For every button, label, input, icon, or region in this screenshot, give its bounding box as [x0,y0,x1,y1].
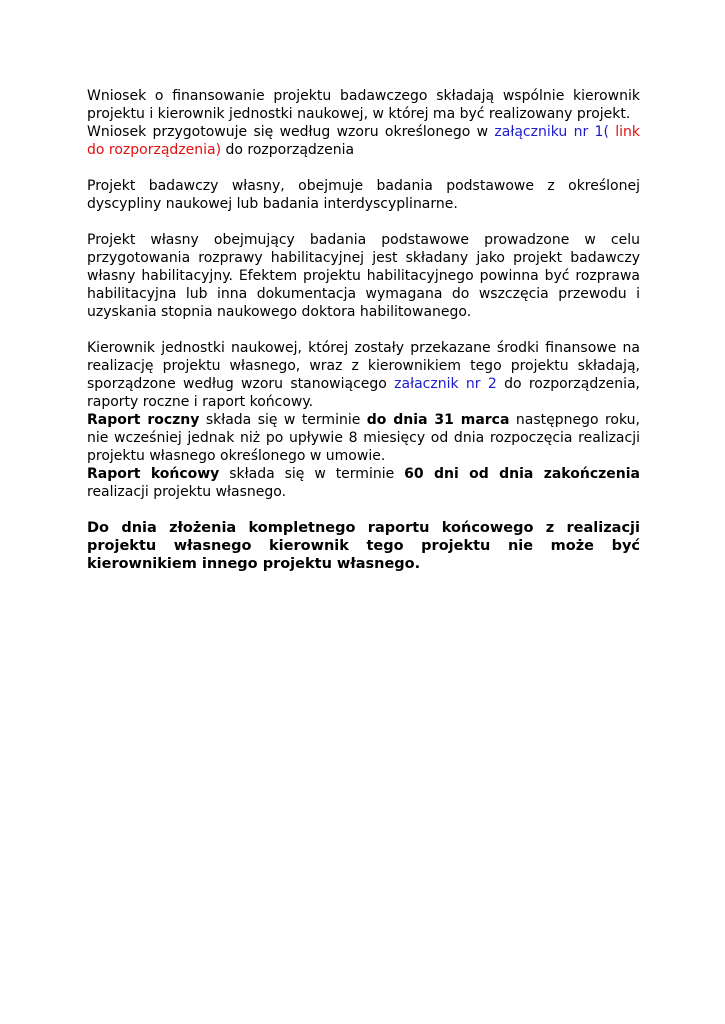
paragraph-final-condition [87,519,640,573]
annual-report-text-2: następnego roku, nie wcześniej jednak niż po upływie 8 miesięcy od dnia rozpoczęcia realizacji projektu własnego określonego w umowie. [87,412,640,464]
paragraph-habilitation-project [87,231,640,321]
paragraph-reports [87,339,640,411]
final-report-deadline: 60 dni od dnia zakończenia [404,466,640,482]
paragraph-annual-report [87,411,640,465]
regulation-link[interactable]: link do rozporządzenia) [87,124,641,158]
attachment-1-link[interactable]: załączniku nr 1( [494,124,609,140]
final-report-text-2: realizacji projektu własnego. [87,484,287,500]
paragraph-application-submission [87,87,640,159]
reports-intro-end: do rozporządzenia, raporty roczne i raport końcowy. [87,376,640,410]
document-body [87,87,640,573]
own-research-project-text: Projekt badawczy własny, obejmuje badania podstawowe z określonej dyscypliny naukowej lub badania interdyscyplinarne. [87,178,640,212]
habilitation-project-text: Projekt własny obejmujący badania podstawowe prowadzone w celu przygotowania rozprawy habilitacyjnej jest składany jako projekt badawczy własny habilitacyjny. Efektem projektu habilitacyjnego powinna być rozprawa habilitacyjna lub inna dokumentacja wymagana do wszczęcia przewodu i uzyskania stopnia naukowego doktora habilitowanego. [87,232,640,320]
paragraph-final-report [87,465,640,501]
application-preparation-text: Wniosek przygotowuje się według wzoru określonego w [87,124,495,140]
application-submission-text: Wniosek o finansowanie projektu badawczego składają wspólnie kierownik projektu i kierownik jednostki naukowej, w której ma być realizowany projekt. [87,88,640,122]
final-report-label: Raport końcowy [87,466,220,482]
annual-report-text-1: składa się w terminie [199,412,367,428]
reports-intro-text: Kierownik jednostki naukowej, której zostały przekazane środki finansowe na realizację projektu własnego, wraz z kierownikiem tego projektu składają, sporządzone według wzoru stanowiącego [87,340,640,392]
attachment-2-link[interactable]: załacznik nr 2 [394,376,497,392]
final-condition-text: Do dnia złożenia kompletnego raportu końcowego z realizacji projektu własnego kierownik tego projektu nie może być kierownikiem innego projektu własnego. [87,520,640,572]
annual-report-label: Raport roczny [87,412,200,428]
application-preparation-end: do rozporządzenia [221,142,355,158]
annual-report-deadline: do dnia 31 marca [366,412,510,428]
paragraph-own-research-project [87,177,640,213]
final-report-text-1: składa się w terminie [219,466,405,482]
